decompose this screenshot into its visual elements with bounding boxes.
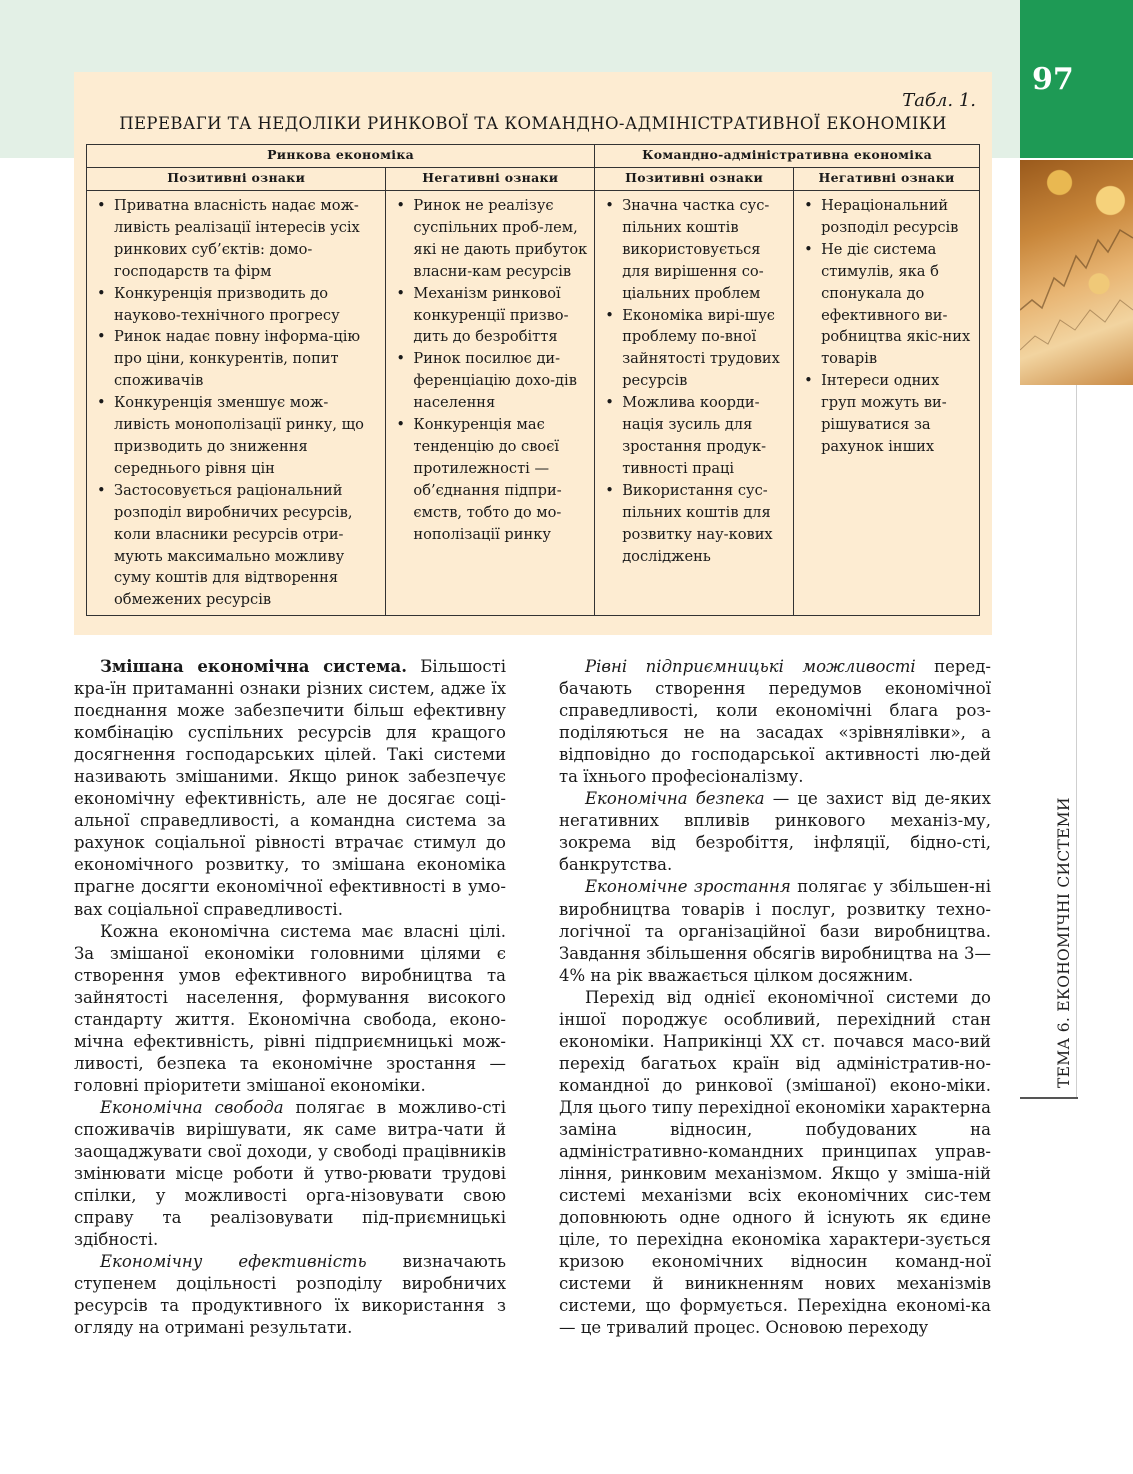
list-item: • Інтереси одних груп можуть ви-рішуватися за рахунок інших: [800, 370, 975, 458]
paragraph: [74, 1097, 506, 1251]
subheader-market-positive: Позитивні ознаки: [87, 168, 386, 191]
command-negative-list: [800, 195, 975, 458]
list-item: • Ринок не реалізує суспільних проб-лем, які не дають прибуток власни-кам ресурсів: [392, 195, 590, 283]
list-item: • Використання сус-пільних коштів для розвитку нау-кових досліджень: [601, 480, 789, 568]
list-item: • Не діє система стимулів, яка б спонукала до ефективного ви-робництва якіс-них товарів: [800, 239, 975, 370]
comparison-table: [86, 144, 980, 616]
paragraph: [74, 921, 506, 1097]
paragraph-lead-italic: Економічна безпека: [585, 789, 765, 809]
page-number: 97: [1032, 62, 1074, 97]
list-item: • Ринок посилює ди-ференціацію дохо-дів населення: [392, 348, 590, 414]
group-header-market: Ринкова економіка: [87, 145, 595, 168]
subheader-market-negative: Негативні ознаки: [386, 168, 595, 191]
coins-chart-image: [1020, 160, 1133, 385]
paragraph: [74, 1251, 506, 1339]
market-negative-list: [392, 195, 590, 546]
paragraph-text: Перехід від однієї економічної системи до іншої породжує особливий, перехідний стан економіки. Наприкінці XX ст. почався масо-вий перехід багатьох країн від адміністратив-но-командної до ринкової (змішаної) еконо-міки. Для цього типу перехідної економіки характерна заміна відносин, побудованих на адміністративно-командних принципах управ-ління, ринковим механізмом. Якщо у зміша-ній системі механізми всіх економічних сис-тем доповнюють одне одного й існують як єдине ціле, то перехідна економіка характери-зується кризою економічних відносин команд-ної системи й виникненням нових механізмів системи, що формується. Перехідна економі-ка — це тривалий процес. Основою переходу: [559, 987, 992, 1338]
paragraph-lead-italic: Рівні підприємницькі можливості: [585, 657, 916, 676]
group-header-command: Командно-адміністративна економіка: [595, 145, 980, 168]
table-label: Табл. 1.: [902, 90, 976, 111]
paragraph-text: полягає у збільшен-ні виробництва товарів і послуг, розвитку техно-логічної та організаційної бази виробництва. Завдання збільшення обсягів виробництва на 3—4% на рік вважається цілком досяжним.: [559, 877, 991, 985]
list-item: • Можлива коорди-нація зусиль для зростання продук-тивності праці: [601, 392, 789, 480]
subheader-command-positive: Позитивні ознаки: [595, 168, 794, 191]
paragraph-lead-bold: Змішана економічна система.: [100, 657, 407, 676]
paragraph-lead-italic: Економічну ефективність: [100, 1252, 367, 1272]
chapter-side-title: ТЕМА 6. ЕКОНОМІЧНІ СИСТЕМИ: [1055, 797, 1073, 1088]
paragraph: [559, 987, 991, 1340]
list-item: • Приватна власність надає мож-ливість реалізації інтересів усіх ринкових суб’єктів: домо-господарств та фірм: [93, 195, 381, 283]
list-item: • Конкуренція має тенденцію до своєї протилежності — об’єднання підпри-ємств, тобто до мо-нополізації ринку: [392, 414, 590, 545]
list-item: • Нераціональний розподіл ресурсів: [800, 195, 975, 239]
list-item: • Економіка вирі-шує проблему по-вної зайнятості трудових ресурсів: [601, 305, 789, 393]
paragraph-lead-italic: Економічне зростання: [585, 877, 791, 897]
paragraph-text: Більшості кра-їн притаманні ознаки різних систем, адже їх поєднання може забезпечити більш ефективну комбінацію суспільних ресурсів для кращого досягнення господарських цілей. Такі системи називають змішаними. Якщо ринок забезпечує економічну ефективність, але не досягає соці-альної справедливості, а командна система за рахунок соціальної рівності втрачає стимул до економічного розвитку, то змішана економіка прагне досягти економічної ефективності в умо-вах соціальної справедливості.: [74, 657, 506, 919]
paragraph: [559, 656, 991, 788]
list-item: • Конкуренція призводить до науково-технічного прогресу: [93, 283, 381, 327]
paragraph-text: — це захист від де-яких негативних впливів ринкового механіз-му, зокрема від безробіття, інфляції, бідно-сті, банкрутства.: [559, 789, 991, 875]
paragraph: [559, 876, 991, 986]
paragraph-text: Кожна економічна система має власні цілі. За змішаної економіки головними цілями є створення умов ефективного виробництва та зайнятості населення, формування високого стандарту життя. Економічна свобода, еконо-мічна ефективність, рівні підприємницькі мож-ливості, безпека та економічне зростання — головні пріоритети змішаної економіки.: [74, 921, 506, 1095]
paragraph-text: перед-бачають створення передумов економічної справедливості, коли економічні блага роз-поділяються не на засадах «зрівнялівки», а відповідно до господарської активності лю-дей та їхнього професіоналізму.: [559, 657, 991, 787]
chart-line-illustration: [1020, 160, 1133, 385]
side-title-rule: [1020, 1097, 1078, 1099]
list-item: • Ринок надає повну інформа-цію про ціни, конкурентів, попит споживачів: [93, 326, 381, 392]
list-item: • Конкуренція зменшує мож-ливість монополізації ринку, що призводить до зниження середнього рівня цін: [93, 392, 381, 480]
right-text-column: [559, 656, 991, 1339]
paragraph-text: полягає в можливо-сті споживачів вирішувати, як саме витра-чати й заощаджувати свої доходи, у свободі працівників змінювати місце роботи й утво-рювати трудові спілки, у можливості орга-нізовувати свою справу та реалізовувати під-приємницькі здібності.: [74, 1097, 506, 1250]
command-positive-cell: [595, 191, 794, 616]
paragraph: [559, 788, 991, 876]
command-negative-cell: [794, 191, 980, 616]
paragraph-text: визначають ступенем доцільності розподілу виробничих ресурсів та продуктивного їх використання з огляду на отримані результати.: [74, 1252, 507, 1338]
comparison-table-box: [74, 72, 992, 635]
command-positive-list: [601, 195, 789, 567]
table-title: ПЕРЕВАГИ ТА НЕДОЛІКИ РИНКОВОЇ ТА КОМАНДНО-АДМІНІСТРАТИВНОЇ ЕКОНОМІКИ: [119, 114, 947, 133]
market-positive-list: [93, 195, 381, 611]
market-positive-cell: [87, 191, 386, 616]
paragraph: [74, 656, 506, 921]
side-divider-line: [1076, 385, 1077, 1099]
list-item: • Застосовується раціональний розподіл виробничих ресурсів, коли власники ресурсів отри-мують максимально можливу суму коштів для відтворення обмежених ресурсів: [93, 480, 381, 611]
left-text-column: [74, 656, 506, 1339]
list-item: • Механізм ринкової конкуренції призво-дить до безробіття: [392, 283, 590, 349]
subheader-command-negative: Негативні ознаки: [794, 168, 980, 191]
list-item: • Значна частка сус-пільних коштів використовується для вирішення со-ціальних проблем: [601, 195, 789, 305]
paragraph-lead-italic: Економічна свобода: [100, 1097, 284, 1117]
market-negative-cell: [386, 191, 595, 616]
